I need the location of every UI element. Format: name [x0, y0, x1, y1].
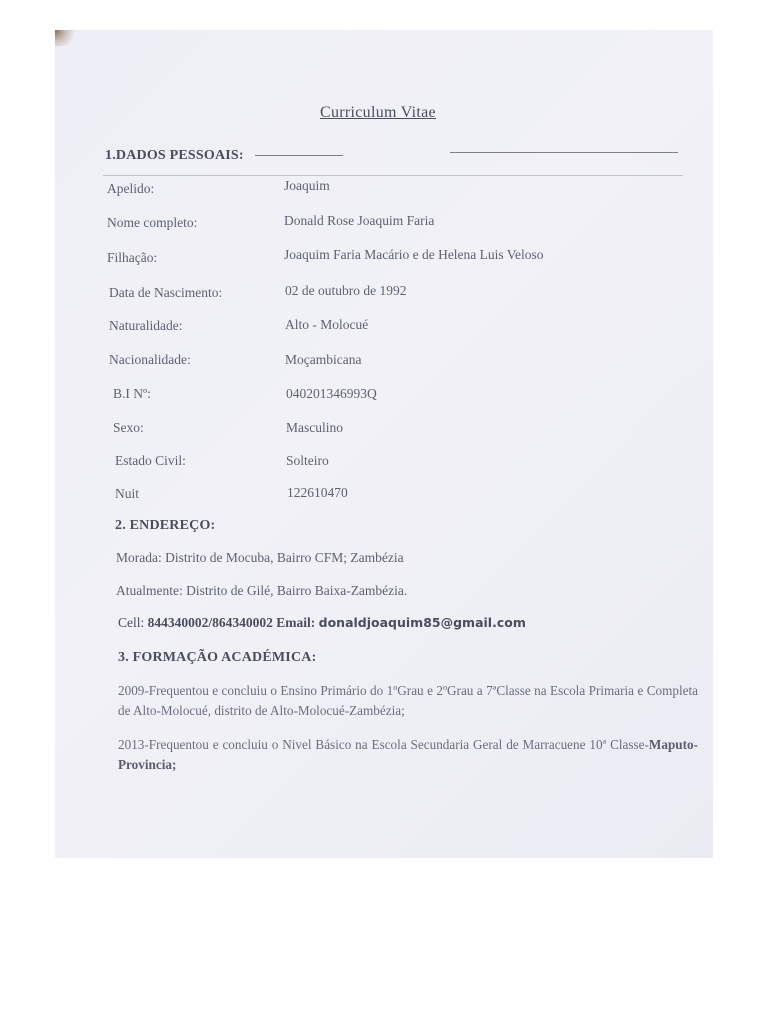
education-entry-2009: 2009-Frequentou e concluiu o Ensino Primário do 1ºGrau e 2ºGrau a 7ªClasse na Escola Primaria e Completa de Alto-Molocué, distrito de Alto-Molocué-Zambézia;: [118, 683, 698, 718]
field-label-nuit: Nuit: [115, 486, 140, 501]
email-value: donaldjoaquim85@gmail.com: [318, 615, 526, 630]
cell-value: 844340002/864340002: [147, 615, 273, 630]
section-heading-formacao: 3. FORMAÇÃO ACADÉMICA:: [118, 650, 317, 665]
field-value-filhacao: Joaquim Faria Macário e de Helena Luis Veloso: [284, 247, 544, 262]
education-entry-2013-location: Maputo-Provincia;: [118, 737, 698, 772]
field-label-sexo: Sexo:: [113, 420, 144, 435]
field-label-data-nascimento: Data de Nascimento:: [109, 285, 223, 300]
contact-line: [118, 615, 526, 631]
education-entry-2013-text: 2013-Frequentou e concluiu o Nivel Básico na Escola Secundaria Geral de Marracuene 10ª Classe-: [118, 737, 649, 752]
field-label-apelido: Apelido:: [107, 181, 155, 196]
field-value-nome: Donald Rose Joaquim Faria: [284, 213, 435, 228]
address-morada: Morada: Distrito de Mocuba, Bairro CFM; Zambézia: [116, 550, 404, 565]
field-value-apelido: Joaquim: [284, 178, 330, 193]
field-value-estado-civil: Solteiro: [286, 453, 329, 468]
cv-document: [55, 30, 713, 858]
email-label: Email:: [276, 615, 316, 630]
field-label-nome: Nome completo:: [107, 215, 198, 230]
field-value-sexo: Masculino: [286, 420, 343, 435]
field-value-bi: 040201346993Q: [286, 386, 377, 401]
address-atualmente: Atualmente: Distrito de Gilé, Bairro Baixa-Zambézia.: [116, 583, 408, 598]
document-title: Curriculum Vitae: [320, 104, 436, 121]
field-value-naturalidade: Alto - Molocué: [285, 317, 369, 332]
field-label-filhacao: Filhação:: [107, 250, 158, 265]
field-value-nuit: 122610470: [287, 485, 348, 500]
field-value-nacionalidade: Moçambicana: [285, 352, 362, 367]
field-value-data-nascimento: 02 de outubro de 1992: [285, 283, 407, 298]
field-label-estado-civil: Estado Civil:: [115, 453, 186, 468]
section-divider: [103, 175, 683, 176]
section-heading-endereco: 2. ENDEREÇO:: [115, 518, 216, 533]
heading-rule-long: [450, 152, 678, 153]
field-label-naturalidade: Naturalidade:: [109, 318, 183, 333]
heading-rule-short: [255, 155, 343, 156]
field-label-bi: B.I Nº:: [113, 386, 151, 401]
education-entry-2013: [118, 735, 698, 775]
cell-label: Cell:: [118, 615, 145, 630]
document-photo: [55, 30, 713, 858]
section-heading-personal: 1.DADOS PESSOAIS:: [105, 148, 244, 163]
field-label-nacionalidade: Nacionalidade:: [109, 352, 191, 367]
